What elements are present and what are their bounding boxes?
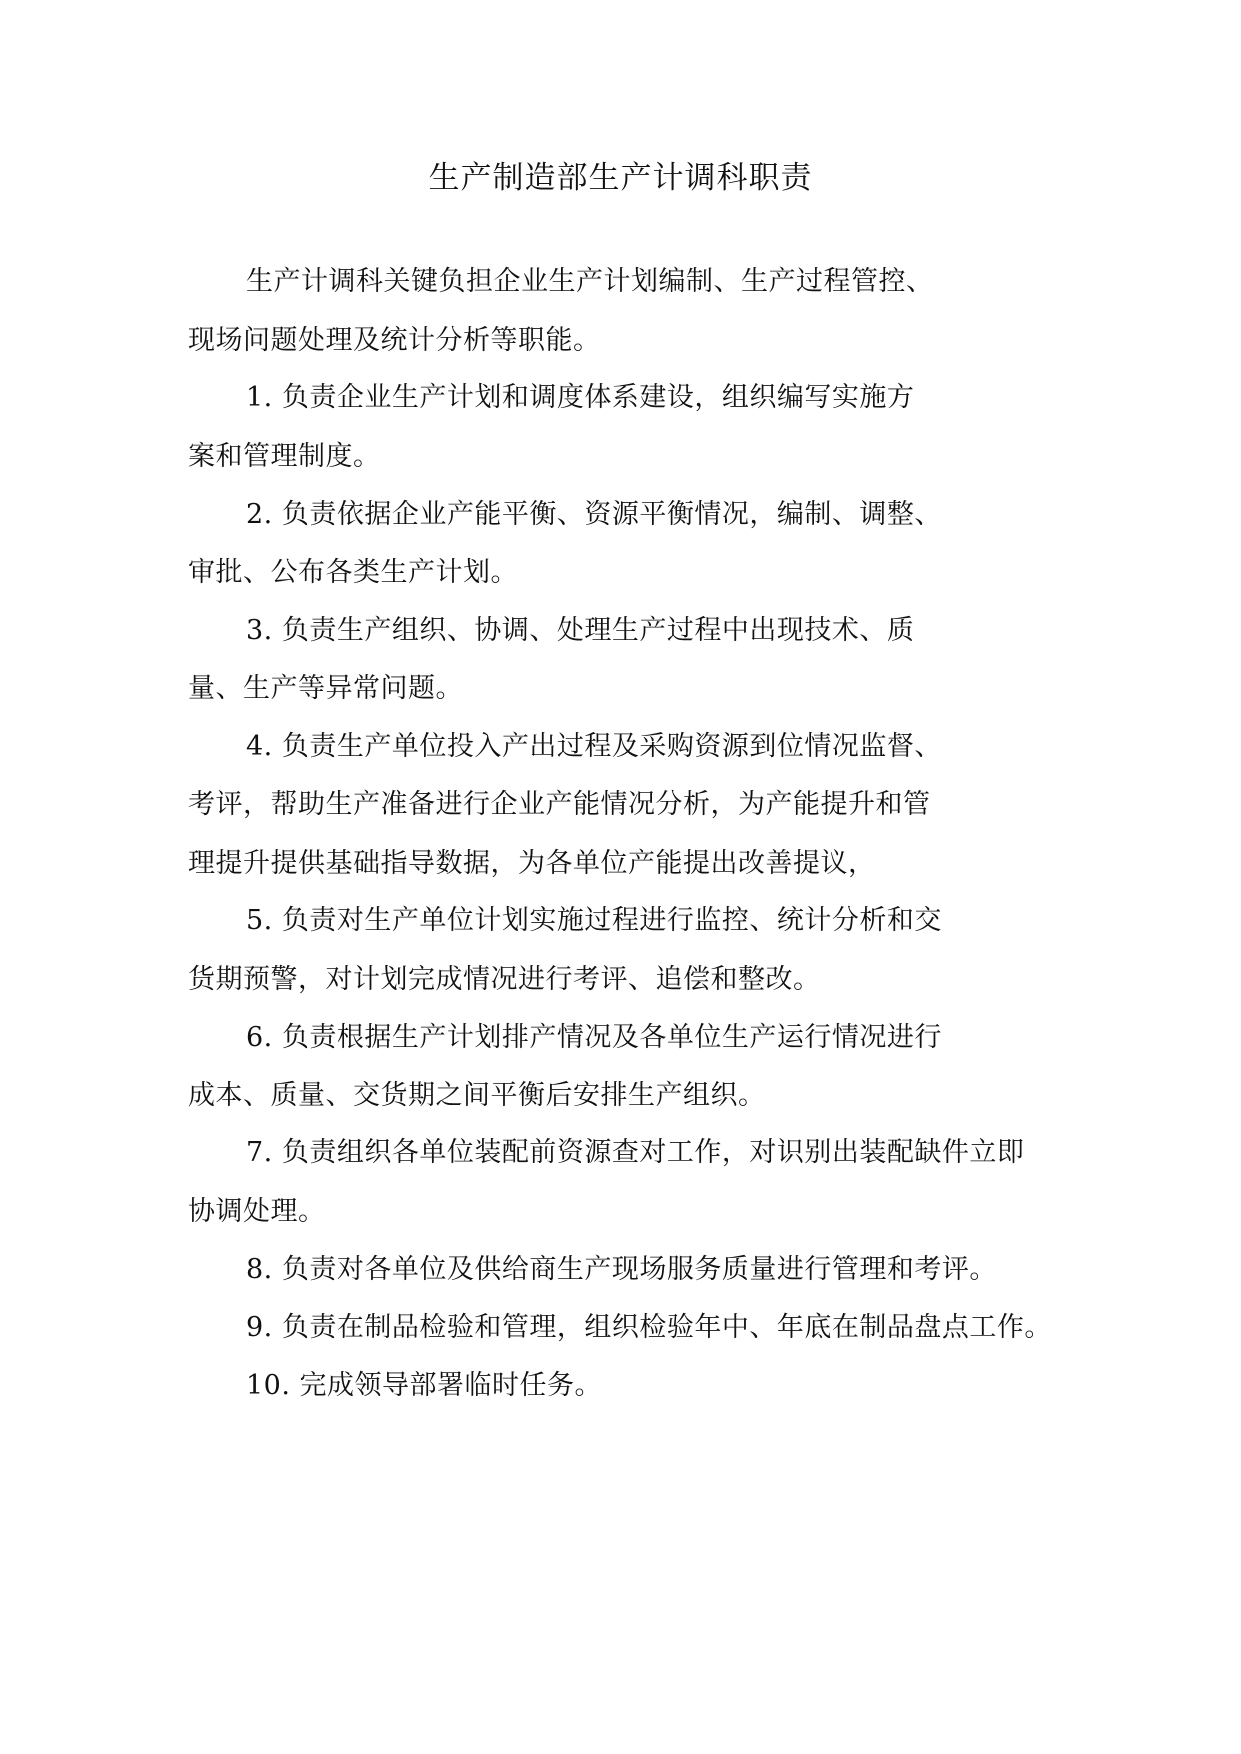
item-3-line-1: 3. 负责生产组织、协调、处理生产过程中出现技术、质 (246, 615, 915, 646)
item-8-line-1: 8. 负责对各单位及供给商生产现场服务质量进行管理和考评。 (246, 1254, 997, 1285)
item-5-line-1: 5. 负责对生产单位计划实施过程进行监控、统计分析和交 (246, 905, 942, 936)
item-6-line-1: 6. 负责根据生产计划排产情况及各单位生产运行情况进行 (246, 1022, 942, 1053)
intro-line-1: 生产计调科关键负担企业生产计划编制、生产过程管控、 (246, 266, 934, 297)
page-title: 生产制造部生产计调科职责 (428, 160, 813, 196)
item-2-line-2: 审批、公布各类生产计划。 (188, 557, 518, 588)
item-5-line-2: 货期预警，对计划完成情况进行考评、追偿和整改。 (188, 964, 821, 995)
item-6-line-2: 成本、质量、交货期之间平衡后安排生产组织。 (188, 1080, 766, 1111)
item-4-line-1: 4. 负责生产单位投入产出过程及采购资源到位情况监督、 (246, 731, 942, 762)
item-7-line-2: 协调处理。 (188, 1196, 326, 1227)
item-4-line-3: 理提升提供基础指导数据，为各单位产能提出改善提议， (188, 848, 876, 879)
item-9-line-1: 9. 负责在制品检验和管理，组织检验年中、年底在制品盘点工作。 (246, 1312, 1052, 1343)
item-7-line-1: 7. 负责组织各单位装配前资源查对工作，对识别出装配缺件立即 (246, 1137, 1025, 1168)
item-3-line-2: 量、生产等异常问题。 (188, 673, 463, 704)
item-10-line-1: 10. 完成领导部署临时任务。 (246, 1370, 603, 1401)
item-4-line-2: 考评，帮助生产准备进行企业产能情况分析，为产能提升和管 (188, 789, 931, 820)
item-2-line-1: 2. 负责依据企业产能平衡、资源平衡情况，编制、调整、 (246, 499, 942, 530)
item-1-line-2: 案和管理制度。 (188, 441, 381, 472)
item-1-line-1: 1. 负责企业生产计划和调度体系建设，组织编写实施方 (246, 382, 915, 413)
intro-line-2: 现场问题处理及统计分析等职能。 (188, 325, 601, 356)
